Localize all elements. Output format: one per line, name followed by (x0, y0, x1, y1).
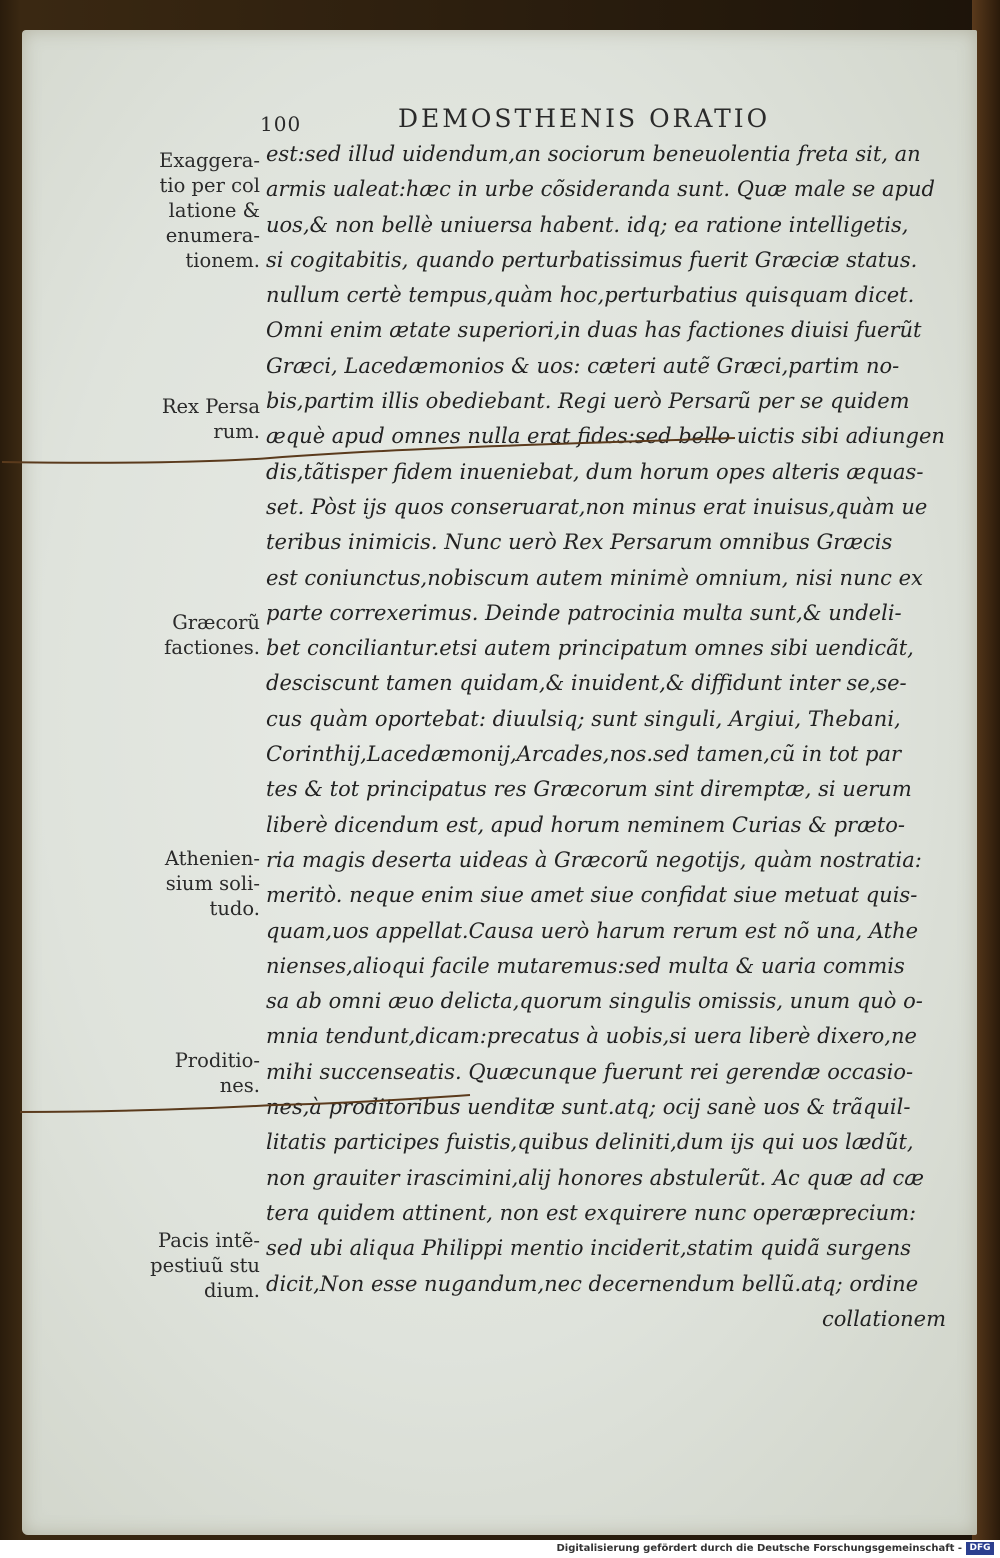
text-line: desciscunt tamen quidam,& inuident,& diffidunt inter se,se- (266, 671, 907, 696)
text-line: litatis participes fuistis,quibus deliniti,dum ijs qui uos lædũt, (266, 1130, 914, 1155)
text-line: cus quàm oportebat: diuulsiq; sunt singuli, Argiui, Thebani, (266, 706, 901, 731)
text-line: bis,partim illis obediebant. Regi uerò Persarũ per se quidem (266, 389, 910, 414)
text-line: ria magis deserta uideas à Græcorũ negotijs, quàm nostratia: (266, 847, 922, 872)
text-line: sa ab omni æuo delicta,quorum singulis omissis, unum quò o- (266, 989, 923, 1014)
text-line: non grauiter irascimini,alij honores abstulerũt. Ac quæ ad cæ (266, 1165, 924, 1190)
margin-note-line: Proditio- (174, 1049, 260, 1072)
text-line: si cogitabitis, quando perturbatissimus fuerit Græciæ status. (266, 247, 918, 272)
dfg-logo: DFG (966, 1542, 994, 1555)
text-line: armis ualeat:hæc in urbe cõsideranda sunt. Quæ male se apud (266, 177, 935, 202)
margin-note-line: tionem. (185, 249, 260, 272)
page-number: 100 (260, 112, 302, 136)
handwritten-underline-1 (0, 400, 960, 480)
text-line: mihi succenseatis. Quæcunque fuerunt rei gerendæ occasio- (266, 1059, 914, 1084)
text-line: sed ubi aliqua Philippi mentio inciderit,statim quidã surgens (266, 1236, 911, 1261)
text-line: meritò. neque enim siue amet siue confidat siue metuat quis- (266, 883, 918, 908)
text-line: est:sed illud uidendum,an sociorum beneuolentia freta sit, an (266, 142, 921, 166)
text-line: parte correxerimus. Deinde patrocinia multa sunt,& undeli- (266, 600, 902, 625)
running-title: DEMOSTHENIS ORATIO (398, 104, 771, 133)
margin-note-line: dium. (204, 1279, 260, 1302)
margin-note-line: pestiuũ stu (150, 1254, 260, 1277)
text-line: bet conciliantur.etsi autem principatum omnes sibi uendicãt, (266, 636, 914, 661)
text-line: uos,& non bellè uniuersa habent. idq; ea ratione intelligetis, (266, 212, 909, 237)
text-line: nes,à proditoribus uenditæ sunt.atq; ocij sanè uos & trãquil- (266, 1095, 911, 1120)
margin-note-exaggeratio (120, 148, 260, 273)
text-line: Corinthij,Lacedæmonij,Arcades,nos.sed tamen,cũ in tot par (266, 742, 902, 767)
text-line: dis,tãtisper fidem inueniebat, dum horum opes alteris æquas- (266, 459, 924, 484)
text-line: tes & tot principatus res Græcorum sint diremptæ, si uerum (266, 777, 912, 802)
margin-note-atheniensium-solitudo (120, 846, 260, 921)
text-line: est coniunctus,nobiscum autem minimè omnium, nisi nunc ex (266, 565, 923, 590)
text-line: quam,uos appellat.Causa uerò harum rerum est nõ una, Athe (266, 918, 919, 943)
text-line: teribus inimicis. Nunc uerò Rex Persarum omnibus Græcis (266, 530, 893, 555)
margin-note-line: Græcorũ (172, 611, 260, 634)
margin-note-line: sium soli- (165, 872, 260, 895)
footer-credit: Digitalisierung gefördert durch die Deutsche Forschungsgemeinschaft - (556, 1543, 962, 1554)
margin-note-line: Exaggera- (159, 149, 260, 172)
handwritten-underline-2 (0, 1060, 960, 1130)
margin-note-line: Athenien- (164, 847, 260, 870)
text-line: nullum certè tempus,quàm hoc,perturbatius quisquam dicet. (266, 283, 915, 308)
margin-note-line: Pacis intẽ- (158, 1229, 260, 1252)
text-line: liberè dicendum est, apud horum neminem Curias & præto- (266, 812, 906, 837)
margin-note-line: enumera- (165, 224, 260, 247)
margin-note-line: rum. (213, 420, 260, 443)
text-line: nienses,alioqui facile mutaremus:sed multa & uaria commis (266, 953, 905, 978)
text-line: set. Pòst ijs quos conseruarat,non minus erat inuisus,quàm ue (266, 494, 928, 519)
margin-note-line: tio per col (159, 174, 260, 197)
margin-note-line: tudo. (209, 897, 260, 920)
margin-note-line: Rex Persa (161, 395, 260, 418)
body-text (266, 137, 946, 1337)
text-line: Græci, Lacedæmonios & uos: cæteri autẽ Græci,partim no- (266, 353, 900, 378)
margin-note-line: latione & (168, 199, 260, 222)
text-line: mnia tendunt,dicam:precatus à uobis,si uera liberè dixero,ne (266, 1024, 917, 1049)
text-line: tera quidem attinent, non est exquirere nunc operæprecium: (266, 1200, 917, 1225)
margin-note-line: factiones. (164, 636, 260, 659)
page-header (260, 100, 840, 140)
margin-note-pacis-intempestivum (120, 1228, 260, 1303)
text-line: dicit,Non esse nugandum,nec decernendum bellũ.atq; ordine (266, 1271, 919, 1296)
margin-note-graecorum-factiones (120, 610, 260, 660)
catchword: collationem (821, 1306, 946, 1331)
text-line: æquè apud omnes nulla erat fides:sed bello uictis sibi adiungen (266, 424, 945, 449)
text-line: Omni enim ætate superiori,in duas has factiones diuisi fuerũt (266, 318, 922, 343)
margin-note-line: nes. (219, 1074, 260, 1097)
